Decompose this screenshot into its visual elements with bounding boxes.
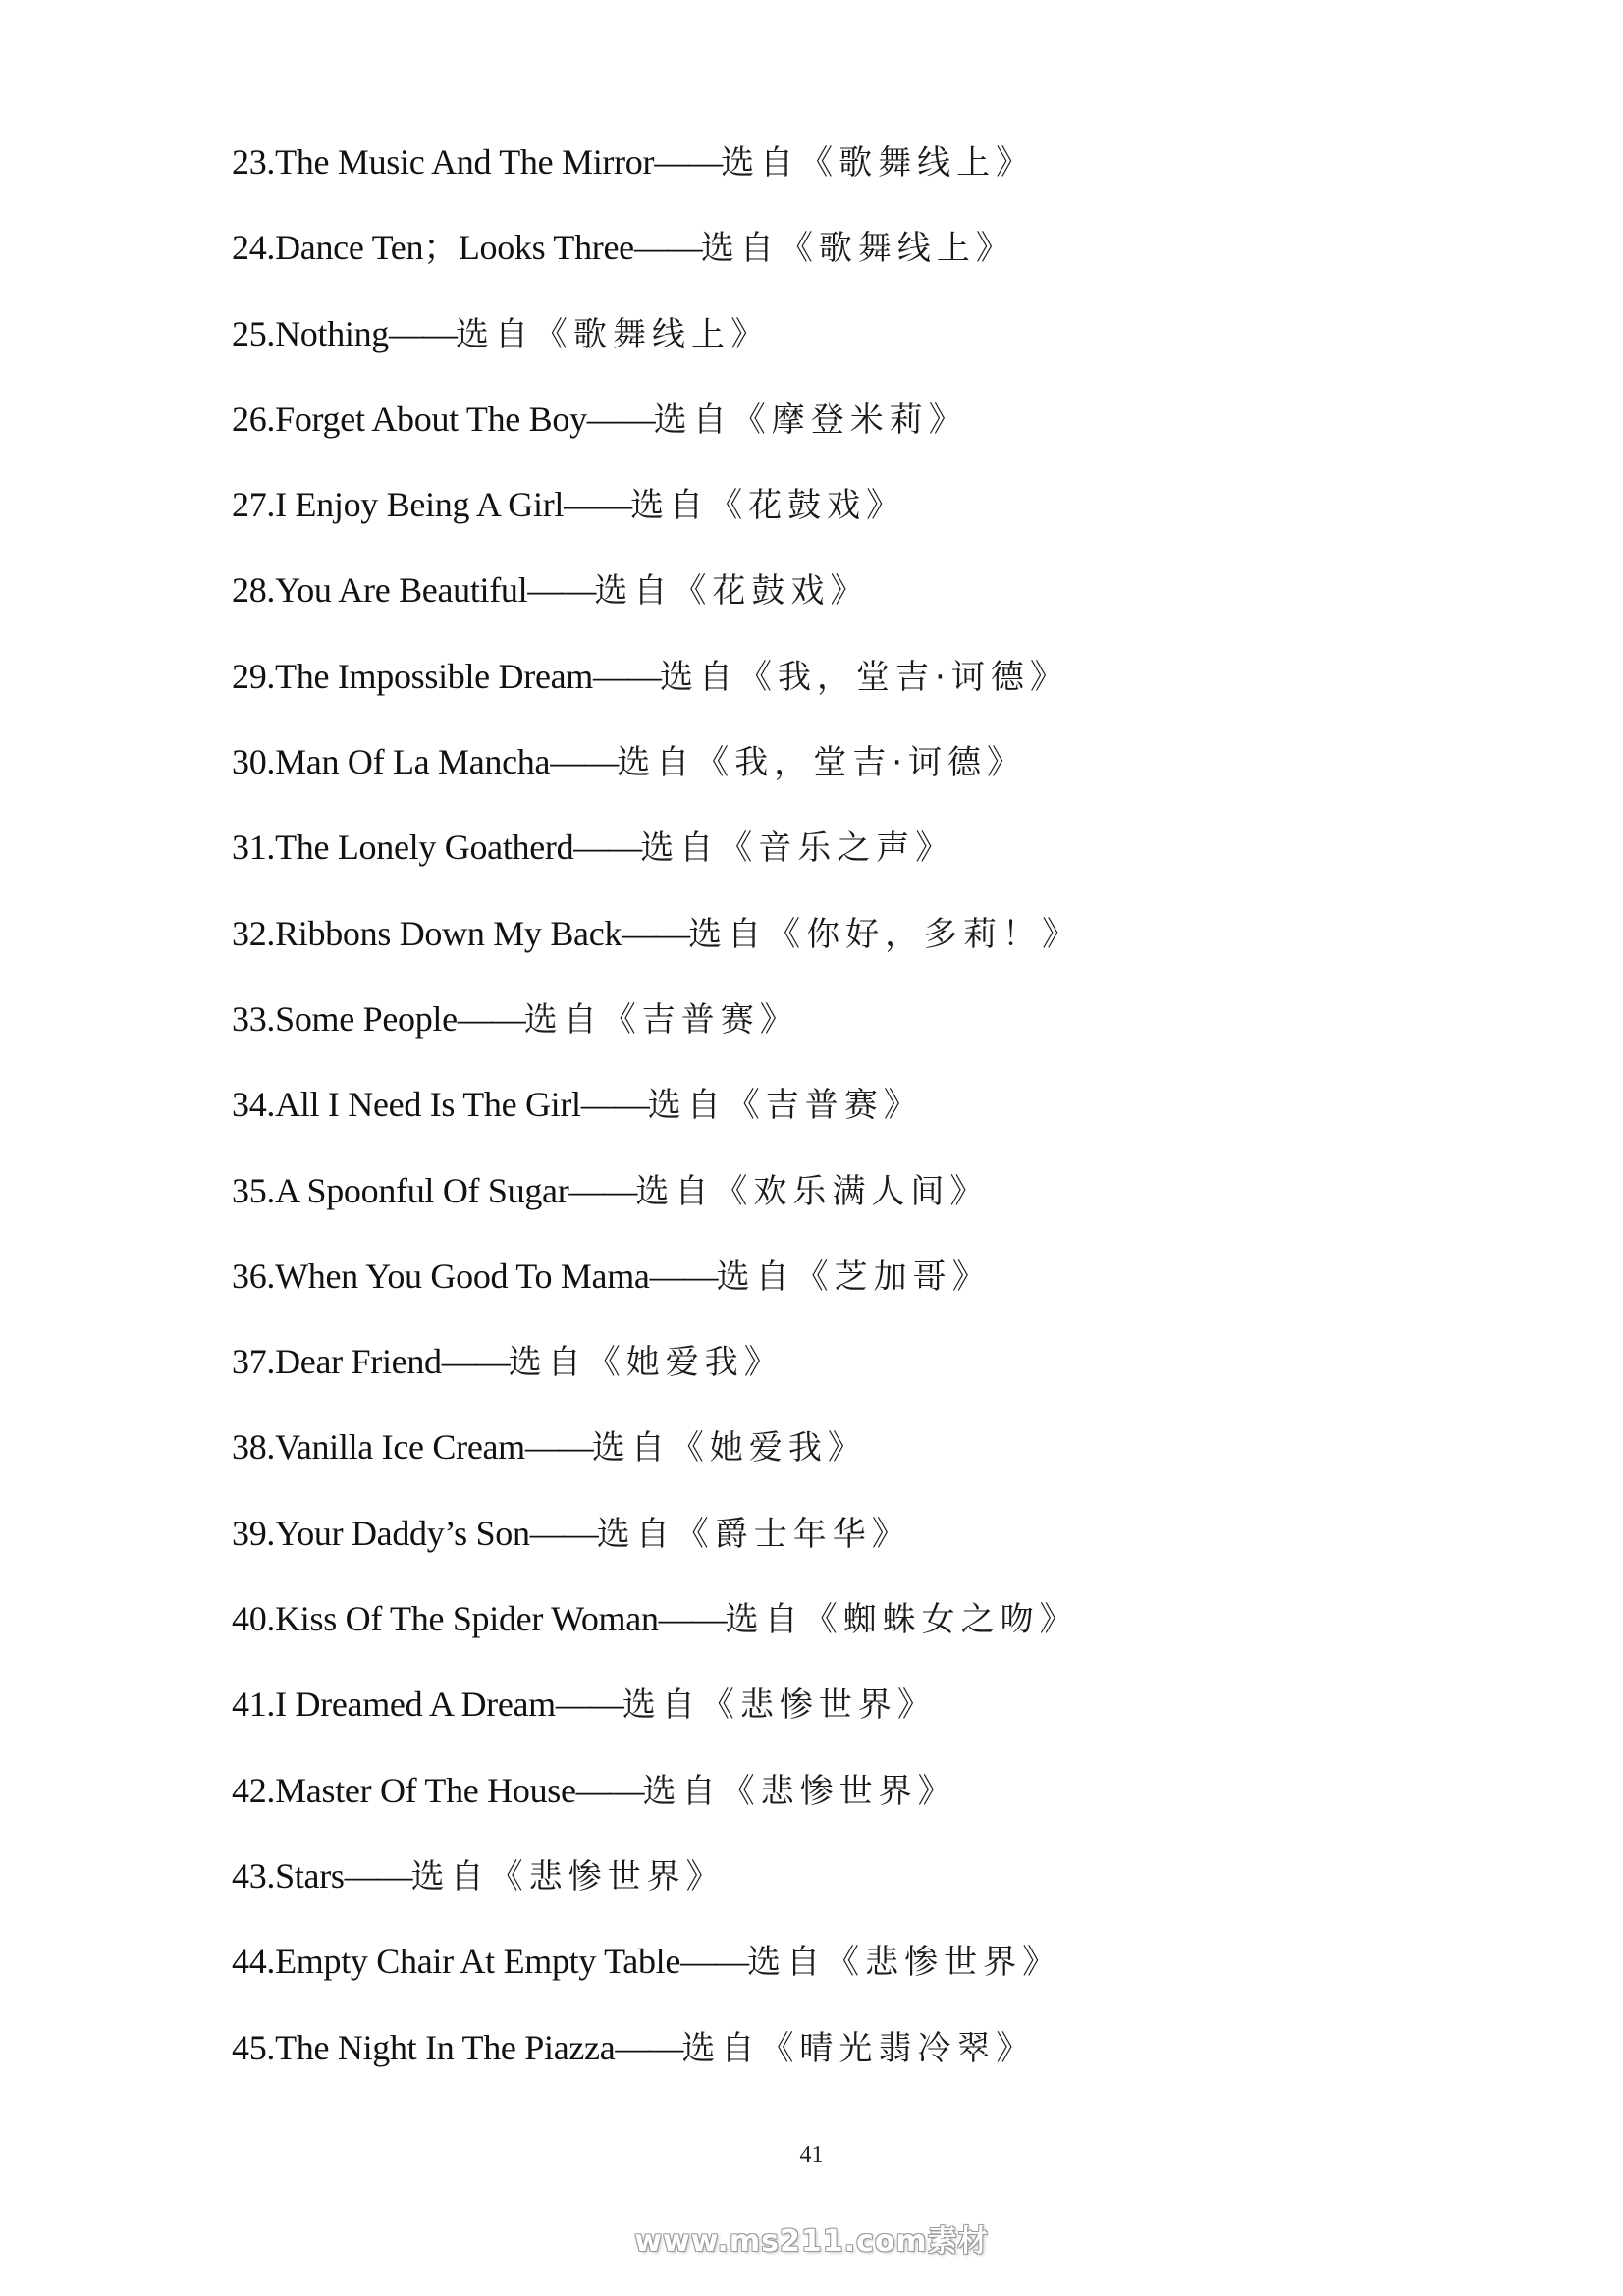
dash-separator: ——: [680, 1942, 748, 1982]
song-title: 42.Master Of The House: [232, 1770, 576, 1810]
dash-separator: ——: [550, 742, 618, 782]
list-item: [232, 1927, 1081, 2012]
dash-separator: ——: [649, 1255, 717, 1296]
dash-separator: ——: [580, 1085, 648, 1125]
song-source: 选自《歌舞线上》: [456, 314, 771, 354]
list-item: [232, 128, 1081, 213]
list-item: [232, 727, 1081, 813]
song-title: 34.All I Need Is The Girl: [232, 1085, 581, 1125]
song-title: 28.You Are Beautiful: [232, 570, 528, 611]
list-item: [232, 1670, 1081, 1755]
dash-separator: ——: [586, 399, 654, 439]
dash-separator: ——: [658, 1599, 726, 1639]
song-source: 选自《她爱我》: [508, 1343, 784, 1383]
dash-separator: ——: [615, 2027, 682, 2067]
song-source: 选自《音乐之声》: [640, 828, 955, 869]
song-source: 选自《花鼓戏》: [594, 571, 870, 612]
song-source: 选自《我，堂吉·诃德》: [660, 657, 1069, 697]
song-title: 35.A Spoonful Of Sugar: [232, 1170, 569, 1210]
song-title: 43.Stars: [232, 1855, 345, 1896]
song-title: 40.Kiss Of The Spider Woman: [232, 1599, 659, 1639]
dash-separator: ——: [529, 1513, 597, 1553]
song-title: 45.The Night In The Piazza: [232, 2027, 616, 2067]
song-source: 选自《悲惨世界》: [747, 1943, 1062, 1983]
dash-separator: ——: [389, 313, 457, 353]
list-item: [232, 642, 1081, 727]
song-source: 选自《蜘蛛女之吻》: [725, 1600, 1079, 1640]
list-item: [232, 813, 1081, 898]
list-item: [232, 1842, 1081, 1927]
dash-separator: ——: [573, 828, 641, 868]
list-item: [232, 470, 1081, 556]
song-source: 选自《悲惨世界》: [642, 1771, 957, 1811]
song-title: 39.Your Daddy’s Son: [232, 1513, 530, 1553]
list-item: [232, 556, 1081, 641]
list-item: [232, 213, 1081, 298]
dash-separator: ——: [622, 913, 689, 953]
song-source: 选自《悲惨世界》: [410, 1856, 726, 1896]
watermark: www.ms211.com素材: [634, 2224, 989, 2259]
song-source: 选自《她爱我》: [591, 1428, 867, 1468]
list-item: [232, 1327, 1081, 1413]
list-item: [232, 1156, 1081, 1242]
dash-separator: ——: [555, 1684, 622, 1725]
song-title: 31.The Lonely Goatherd: [232, 828, 574, 868]
song-title: 30.Man Of La Mancha: [232, 742, 551, 782]
dash-separator: ——: [524, 1427, 592, 1468]
song-title: 27.I Enjoy Being A Girl: [232, 485, 565, 525]
list-item: [232, 899, 1081, 985]
page-number: 41: [799, 2142, 824, 2167]
song-source: 选自《吉普赛》: [647, 1086, 923, 1126]
song-title: 29.The Impossible Dream: [232, 656, 594, 696]
song-title: 44.Empty Chair At Empty Table: [232, 1942, 681, 1982]
song-title: 37.Dear Friend: [232, 1342, 442, 1382]
song-source: 选自《歌舞线上》: [721, 143, 1036, 183]
dash-separator: ——: [457, 998, 524, 1039]
song-source: 选自《歌舞线上》: [700, 229, 1015, 269]
song-source: 选自《悲惨世界》: [622, 1685, 937, 1726]
song-title: 32.Ribbons Down My Back: [232, 913, 622, 953]
dash-separator: ——: [527, 570, 595, 611]
dash-separator: ——: [633, 228, 701, 268]
list-item: [232, 385, 1081, 470]
song-title: 26.Forget About The Boy: [232, 399, 587, 439]
dash-separator: ——: [564, 485, 631, 525]
song-source: 选自《芝加哥》: [716, 1256, 992, 1297]
song-title: 41.I Dreamed A Dream: [232, 1684, 556, 1725]
song-source: 选自《花鼓戏》: [630, 486, 906, 526]
song-title: 38.Vanilla Ice Cream: [232, 1427, 525, 1468]
dash-separator: ——: [654, 142, 722, 182]
dash-separator: ——: [593, 656, 661, 696]
song-source: 选自《爵士年华》: [596, 1514, 911, 1554]
song-source: 选自《欢乐满人间》: [635, 1171, 990, 1211]
list-item: [232, 1499, 1081, 1584]
list-item: [232, 1242, 1081, 1327]
list-item: [232, 1070, 1081, 1155]
dash-separator: ——: [441, 1342, 509, 1382]
song-title: 36.When You Good To Mama: [232, 1255, 650, 1296]
list-item: [232, 985, 1081, 1070]
song-title: 33.Some People: [232, 998, 458, 1039]
song-source: 选自《我，堂吉·诃德》: [617, 743, 1027, 783]
song-source: 选自《你好，多莉！》: [688, 914, 1082, 954]
song-title: 24.Dance Ten；Looks Three: [232, 228, 634, 268]
list-item: [232, 1413, 1081, 1498]
dash-separator: ——: [575, 1770, 643, 1810]
song-list: [232, 128, 1081, 2099]
list-item: [232, 1756, 1081, 1842]
song-source: 选自《吉普赛》: [523, 999, 799, 1040]
song-title: 25.Nothing: [232, 313, 390, 353]
song-source: 选自《摩登米莉》: [653, 400, 968, 440]
list-item: [232, 1584, 1081, 1670]
dash-separator: ——: [568, 1170, 636, 1210]
song-source: 选自《晴光翡冷翠》: [681, 2028, 1036, 2068]
list-item: [232, 299, 1081, 385]
song-title: 23.The Music And The Mirror: [232, 142, 655, 182]
dash-separator: ——: [344, 1855, 411, 1896]
list-item: [232, 2013, 1081, 2099]
